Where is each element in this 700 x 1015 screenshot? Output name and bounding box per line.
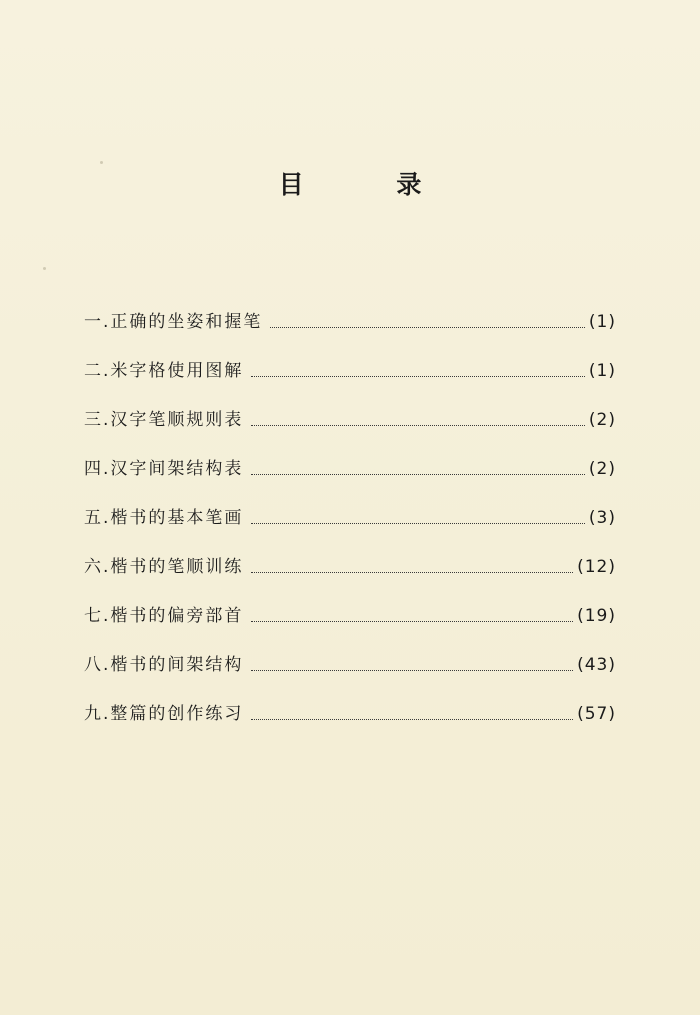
paper-speck — [43, 267, 46, 270]
dot-leader — [270, 326, 585, 328]
toc-entry-page: (43) — [577, 655, 616, 675]
toc-entry-label: 九.整篇的创作练习 — [84, 704, 244, 724]
toc-entry — [84, 289, 616, 338]
dot-leader — [251, 669, 573, 671]
toc-entry-page: (19) — [577, 606, 616, 626]
toc-entry-label: 七.楷书的偏旁部首 — [84, 606, 244, 626]
dot-leader — [251, 718, 573, 720]
toc-entry — [84, 681, 616, 730]
toc-entry-page: (3) — [588, 508, 616, 528]
dot-leader — [251, 375, 585, 377]
table-of-contents — [84, 289, 616, 730]
paper-speck — [100, 161, 103, 164]
toc-entry-page: (1) — [588, 312, 616, 332]
toc-entry — [84, 632, 616, 681]
toc-entry-page: (2) — [588, 410, 616, 430]
dot-leader — [251, 571, 573, 573]
dot-leader — [251, 620, 573, 622]
toc-entry-label: 三.汉字笔顺规则表 — [84, 410, 244, 430]
dot-leader — [251, 473, 585, 475]
toc-entry-label: 五.楷书的基本笔画 — [84, 508, 244, 528]
toc-entry-label: 二.米字格使用图解 — [84, 361, 244, 381]
toc-entry — [84, 338, 616, 387]
toc-entry-label: 八.楷书的间架结构 — [84, 655, 244, 675]
toc-entry — [84, 583, 616, 632]
dot-leader — [251, 522, 585, 524]
page-title: 目 录 — [278, 170, 464, 199]
toc-entry-label: 四.汉字间架结构表 — [84, 459, 244, 479]
toc-entry-label: 六.楷书的笔顺训练 — [84, 557, 244, 577]
toc-entry-page: (12) — [577, 557, 616, 577]
toc-entry-label: 一.正确的坐姿和握笔 — [84, 312, 263, 332]
toc-entry — [84, 485, 616, 534]
toc-entry-page: (1) — [588, 361, 616, 381]
toc-entry-page: (2) — [588, 459, 616, 479]
toc-entry — [84, 534, 616, 583]
dot-leader — [251, 424, 585, 426]
toc-entry-page: (57) — [577, 704, 616, 724]
toc-entry — [84, 436, 616, 485]
toc-entry — [84, 387, 616, 436]
